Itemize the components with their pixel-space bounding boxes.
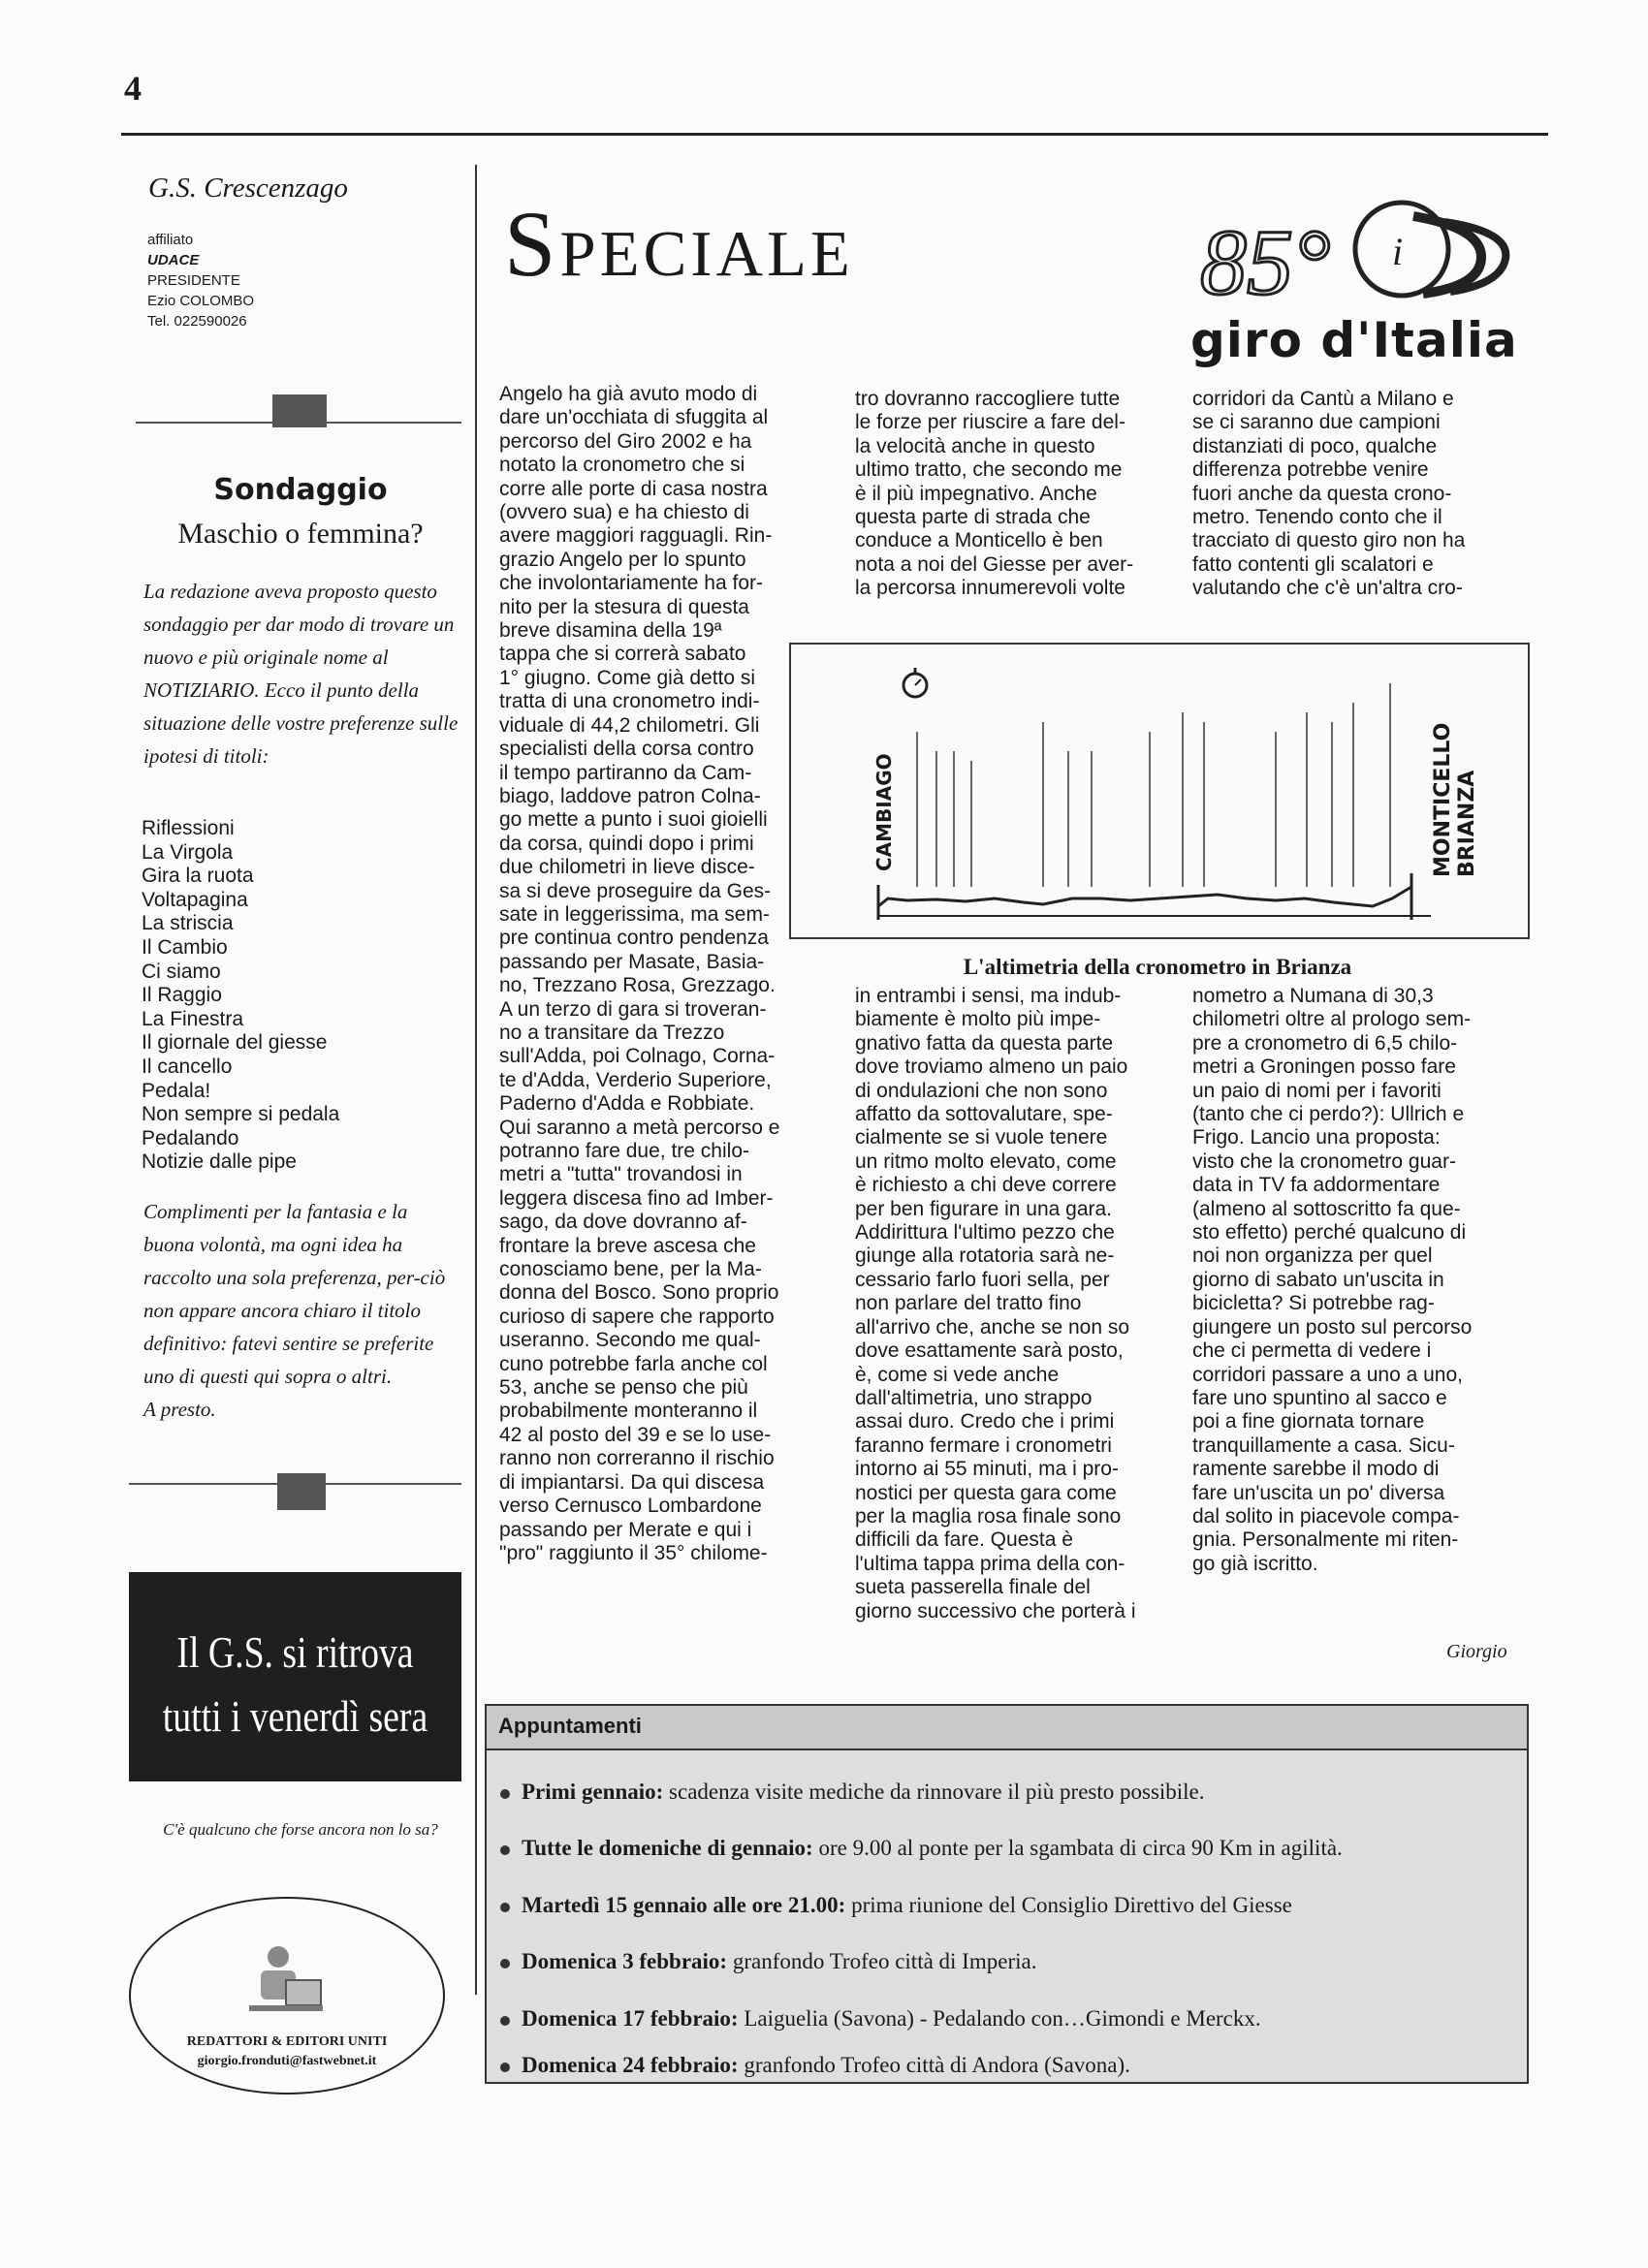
- article-line: un ritmo molto elevato, come: [855, 1150, 1117, 1173]
- article-line: in entrambi i sensi, ma indub-: [855, 985, 1122, 1007]
- article-line: è, come si vede anche: [855, 1363, 1060, 1386]
- profile-caption: L'altimetria della cronometro in Brianza: [963, 955, 1352, 979]
- publisher-name: REDATTORI & EDITORI UNITI: [186, 2034, 388, 2049]
- article-line: go mette a punto i suoi gioielli: [499, 808, 768, 832]
- article-line: corre alle porte di casa nostra: [499, 477, 768, 500]
- article-column-3-bottom: [1192, 985, 1472, 1576]
- article-line: gnativo fatta da questa parte: [855, 1031, 1114, 1055]
- survey-option: Non sempre si pedala: [142, 1103, 340, 1126]
- altimetry-profile: [789, 643, 1530, 939]
- article-line: fare uno spuntino al sacco e: [1192, 1386, 1447, 1409]
- appointment-when: Domenica 17 febbraio:: [522, 2006, 739, 2031]
- survey-intro: La redazione aveva proposto questo sondaggio per dar modo di trovare un nuovo e più originale nome al NOTIZIARIO. Ecco il punto della situazione delle vostre preferenze sulle ipotesi di titoli:: [143, 580, 459, 768]
- article-line: no a transitare da Trezzo: [499, 1021, 725, 1044]
- giro-name: giro d'Italia: [1190, 312, 1518, 368]
- appointment-when: Domenica 24 febbraio:: [522, 2053, 739, 2077]
- bullet-icon: [500, 1903, 510, 1912]
- separator-block: [272, 394, 327, 427]
- article-line: da corsa, quindi dopo i primi: [499, 832, 754, 855]
- article-line: bicicletta? Si potrebbe rag-: [1192, 1292, 1435, 1315]
- appointments-header: [487, 1706, 1527, 1750]
- article-line: avere maggiori ragguagli. Rin-: [499, 524, 773, 548]
- article-column-2-top: [855, 388, 1133, 601]
- article-line: tro dovranno raccogliere tutte: [855, 388, 1121, 410]
- article-line: corridori da Cantù a Milano e: [1192, 388, 1454, 410]
- article-line: A un terzo di gara si troveran-: [499, 997, 767, 1021]
- article-line: è richiesto a chi deve correre: [855, 1174, 1117, 1197]
- article-line: useranno. Secondo me qual-: [499, 1329, 761, 1352]
- article-line: che ci permetta di vedere i: [1192, 1339, 1432, 1363]
- article-line: biago, laddove patron Colna-: [499, 784, 761, 807]
- article-line: noi non organizza per quel: [1192, 1244, 1433, 1268]
- bullet-icon: [500, 2016, 510, 2026]
- article-line: 53, anche se penso che più: [499, 1376, 748, 1400]
- top-rule: [121, 133, 1548, 136]
- appointment-when: Tutte le domeniche di gennaio:: [522, 1836, 813, 1860]
- article-line: distanziati di poco, qualche: [1192, 434, 1438, 457]
- article-line: fare un'uscita un po' diversa: [1192, 1481, 1445, 1504]
- publisher-email[interactable]: giorgio.fronduti@fastwebnet.it: [197, 2054, 377, 2068]
- article-line: assai duro. Credo che i primi: [855, 1410, 1115, 1433]
- article-line: sto effetto) perché qualcuno di: [1192, 1221, 1467, 1244]
- survey-title: Sondaggio: [213, 473, 388, 507]
- article-line: verso Cernusco Lombardone: [499, 1495, 762, 1518]
- survey-option: Voltapagina: [142, 888, 248, 911]
- article-line: Frigo. Lancio una proposta:: [1192, 1126, 1441, 1150]
- survey-options: [142, 817, 339, 1175]
- article-column-1: [499, 383, 780, 1565]
- promo-line1: Il G.S. si ritrova: [176, 1627, 414, 1677]
- article-line: differenza potrebbe venire: [1192, 458, 1429, 482]
- survey-option: La striscia: [142, 912, 234, 935]
- article-line: "pro" raggiunto il 35° chilome-: [499, 1541, 768, 1564]
- article-line: conosciamo bene, per la Ma-: [499, 1258, 762, 1281]
- article-line: un paio di nomi per i favoriti: [1192, 1079, 1442, 1102]
- article-line: questa parte di strada che: [855, 506, 1091, 529]
- article-line: ranno non correranno il rischio: [499, 1447, 775, 1470]
- club-info: [147, 230, 254, 331]
- article-line: metri a "tutta" trovandosi in: [499, 1163, 743, 1186]
- article-line: dove esattamente sarà posto,: [855, 1339, 1124, 1363]
- article-line: metro. Tenendo conto che il: [1192, 506, 1442, 529]
- article-line: sate in leggerissima, ma sem-: [499, 902, 770, 926]
- article-line: che involontariamente ha for-: [499, 572, 763, 595]
- profile-finish-label: MONTICELLO BRIANZA: [1431, 722, 1479, 877]
- article-line: (ovvero sua) e ha chiesto di: [499, 501, 749, 524]
- club-phone: Tel. 022590026: [147, 313, 247, 330]
- article-line: difficili da fare. Questa è: [855, 1528, 1073, 1552]
- club-affiliation-label: affiliato: [147, 232, 194, 248]
- article-column-2-bottom: [855, 985, 1135, 1623]
- appointment-what: granfondo Trofeo città di Imperia.: [727, 1949, 1037, 1973]
- survey-option: Ci siamo: [142, 960, 221, 983]
- article-line: sa si deve proseguire da Ges-: [499, 879, 772, 902]
- article-line: specialisti della corsa contro: [499, 738, 754, 761]
- article-line: il tempo partiranno da Cam-: [499, 761, 752, 784]
- appointment-item: [500, 2006, 1261, 2032]
- article-line: l'ultima tappa prima della con-: [855, 1552, 1125, 1575]
- article-line: 1° giugno. Come già detto si: [499, 666, 756, 689]
- article-line: Qui saranno a metà percorso e: [499, 1116, 780, 1139]
- article-line: tranquillamente a casa. Sicu-: [1192, 1433, 1455, 1457]
- article-line: faranno fermare i cronometri: [855, 1433, 1112, 1457]
- survey-option: Pedalando: [142, 1126, 239, 1150]
- profile-start-label: CAMBIAGO: [872, 753, 896, 871]
- survey-subtitle: Maschio o femmina?: [177, 518, 424, 550]
- article-line: la percorsa innumerevoli volte: [855, 577, 1125, 600]
- article-line: la velocità anche in questo: [855, 434, 1095, 457]
- article-line: dove troviamo almeno un paio: [855, 1055, 1128, 1079]
- survey-option: Il cancello: [142, 1055, 233, 1078]
- club-president-name: Ezio COLOMBO: [147, 293, 255, 309]
- article-line: per ben figurare in una gara.: [855, 1197, 1113, 1220]
- survey-compliments: [143, 1195, 463, 1426]
- article-line: te d'Adda, Verderio Superiore,: [499, 1068, 772, 1091]
- article-line: ultimo tratto, che secondo me: [855, 458, 1123, 482]
- svg-text:i: i: [1392, 230, 1404, 273]
- article-line: è il più impegnativo. Anche: [855, 482, 1097, 505]
- promo-line2: tutti i venerdì sera: [162, 1691, 428, 1741]
- article-line: (tanto che ci perdo?): Ullrich e: [1192, 1103, 1465, 1126]
- survey-option: Il giornale del giesse: [142, 1031, 328, 1055]
- article-line: di impiantarsi. Da qui discesa: [499, 1470, 765, 1494]
- appointment-what: granfondo Trofeo città di Andora (Savona).: [738, 2053, 1130, 2077]
- article-line: fatto contenti gli scalatori e: [1192, 552, 1434, 576]
- survey-option: Il Raggio: [142, 984, 222, 1007]
- article-line: giorno successivo che porterà i: [855, 1599, 1136, 1622]
- appointment-item: [500, 1836, 1343, 1861]
- appointment-when: Domenica 3 febbraio:: [522, 1949, 728, 1973]
- article-line: viduale di 44,2 chilometri. Gli: [499, 713, 760, 737]
- appointment-when: Martedì 15 gennaio alle ore 21.00:: [522, 1893, 846, 1917]
- appointment-item: [500, 1949, 1036, 1974]
- article-line: no, Trezzano Rosa, Grezzago.: [499, 974, 776, 997]
- bullet-icon: [500, 1959, 510, 1969]
- article-line: probabilmente monteranno il: [499, 1400, 758, 1423]
- article-line: biamente è molto più impe-: [855, 1008, 1101, 1031]
- article-line: notato la cronometro che si: [499, 454, 745, 477]
- club-president-label: PRESIDENTE: [147, 272, 240, 289]
- article-signature: Giorgio: [1446, 1641, 1507, 1662]
- article-line: non parlare del tratto fino: [855, 1292, 1082, 1315]
- article-line: all'arrivo che, anche se non so: [855, 1315, 1130, 1339]
- article-line: nito per la stesura di questa: [499, 595, 749, 618]
- section-title: Speciale: [504, 192, 854, 296]
- article-line: sueta passerella finale del: [855, 1576, 1091, 1599]
- appointment-what: ore 9.00 al ponte per la sgambata di circa 90 Km in agilità.: [812, 1836, 1343, 1860]
- article-line: cessario farlo fuori sella, per: [855, 1268, 1110, 1291]
- separator-block: [277, 1473, 326, 1510]
- article-line: chilometri oltre al prologo sem-: [1192, 1008, 1472, 1031]
- promo-question: C'è qualcuno che forse ancora non lo sa?: [163, 1820, 438, 1839]
- bullet-icon: [500, 1789, 510, 1799]
- article-line: potranno fare due, tre chilo-: [499, 1140, 749, 1162]
- article-line: sago, da dove dovranno af-: [499, 1211, 747, 1234]
- survey-option: Pedala!: [142, 1079, 211, 1102]
- article-line: donna del Bosco. Sono proprio: [499, 1281, 779, 1305]
- club-name: G.S. Crescenzago: [148, 173, 348, 204]
- article-line: (almeno al sottoscritto fa que-: [1192, 1197, 1461, 1220]
- article-line: dare un'occhiata di sfuggita al: [499, 406, 769, 429]
- article-line: pre continua contro pendenza: [499, 927, 769, 950]
- article-line: cialmente se si vuole tenere: [855, 1126, 1108, 1150]
- page-number: 4: [124, 69, 142, 108]
- appointments-title: Appuntamenti: [498, 1714, 642, 1738]
- article-line: Angelo ha già avuto modo di: [499, 383, 758, 405]
- appointment-when: Primi gennaio:: [522, 1780, 664, 1804]
- article-line: due chilometri in lieve disce-: [499, 856, 755, 879]
- survey-option: Riflessioni: [142, 817, 235, 839]
- article-line: curioso di sapere che rapporto: [499, 1305, 775, 1328]
- article-line: giorno di sabato un'uscita in: [1192, 1268, 1444, 1291]
- appointment-what: prima riunione del Consiglio Direttivo del Giesse: [845, 1893, 1292, 1917]
- appointment-item: [500, 2053, 1130, 2078]
- article-line: grazio Angelo per lo spunto: [499, 548, 746, 571]
- survey-option: La Finestra: [142, 1007, 244, 1030]
- article-line: visto che la cronometro guar-: [1192, 1150, 1456, 1173]
- article-line: pre a cronometro di 6,5 chilo-: [1192, 1031, 1458, 1055]
- article-line: cuno potrebbe farla anche col: [499, 1352, 768, 1375]
- club-federation: UDACE: [147, 252, 200, 268]
- bullet-icon: [500, 2063, 510, 2072]
- survey-closing: A presto.: [143, 1398, 216, 1421]
- article-line: tappa che si correrà sabato: [499, 643, 746, 666]
- survey-option: Gira la ruota: [142, 865, 254, 888]
- appointment-item: [500, 1780, 1205, 1805]
- computer-user-icon: [239, 1943, 327, 2021]
- appointment-what: scadenza visite mediche da rinnovare il più presto possibile.: [663, 1780, 1205, 1804]
- appointment-what: Laiguelia (Savona) - Pedalando con…Gimondi e Merckx.: [738, 2006, 1261, 2031]
- article-line: nostici per questa gara come: [855, 1481, 1117, 1504]
- article-line: Paderno d'Adda e Robbiate.: [499, 1092, 755, 1116]
- column-divider: [475, 165, 477, 1995]
- profile-waypoints: [917, 683, 1390, 887]
- article-line: giunge alla rotatoria sarà ne-: [855, 1244, 1115, 1268]
- article-line: 42 al posto del 39 e se lo use-: [499, 1423, 772, 1446]
- article-line: leggera discesa fino ad Imber-: [499, 1186, 774, 1210]
- article-line: tratta di una cronometro indi-: [499, 690, 760, 713]
- profile-line: [878, 887, 1411, 906]
- article-line: nometro a Numana di 30,3: [1192, 985, 1434, 1007]
- article-line: data in TV fa addormentare: [1192, 1174, 1441, 1197]
- survey-compliments-text: Complimenti per la fantasia e la buona volontà, ma ogni idea ha raccolto una sola preferenza, per-ciò non appare ancora chiaro il titolo definitivo: fatevi sentire se preferite uno di questi qui sopra o altri.: [143, 1200, 446, 1388]
- appointment-item: [500, 1893, 1292, 1918]
- article-line: per la maglia rosa finale sono: [855, 1504, 1122, 1528]
- article-line: sull'Adda, poi Colnago, Corna-: [499, 1045, 776, 1068]
- promo-box: [129, 1572, 461, 1781]
- article-line: valutando che c'è un'altra cro-: [1192, 577, 1463, 600]
- article-line: metri a Groningen posso fare: [1192, 1055, 1456, 1079]
- article-line: intorno ai 55 minuti, ma i pro-: [855, 1458, 1119, 1481]
- article-column-3-top: [1192, 388, 1465, 601]
- article-line: giungere un posto sul percorso: [1192, 1315, 1473, 1339]
- article-line: conduce a Monticello è ben: [855, 529, 1103, 552]
- article-line: breve disamina della 19ª: [499, 619, 722, 643]
- article-line: ramente sarebbe il modo di: [1192, 1458, 1440, 1481]
- article-line: go già iscritto.: [1192, 1552, 1318, 1575]
- survey-option: Notizie dalle pipe: [142, 1150, 297, 1174]
- article-line: gnia. Personalmente mi riten-: [1192, 1528, 1459, 1552]
- article-line: fuori anche da questa crono-: [1192, 482, 1452, 505]
- appointments-box: [485, 1704, 1529, 2084]
- giro-logo: [1190, 189, 1520, 315]
- survey-option: La Virgola: [142, 840, 234, 864]
- article-line: corridori passare a uno a uno,: [1192, 1363, 1463, 1386]
- article-line: se ci saranno due campioni: [1192, 411, 1441, 434]
- article-line: di ondulazioni che non sono: [855, 1079, 1108, 1102]
- giro-number: 85°: [1200, 210, 1331, 314]
- article-line: passando per Masate, Basia-: [499, 950, 765, 973]
- article-line: dall'altimetria, uno strappo: [855, 1386, 1093, 1409]
- article-line: nota a noi del Giesse per aver-: [855, 552, 1134, 576]
- bullet-icon: [500, 1845, 510, 1855]
- article-line: dal solito in piacevole compa-: [1192, 1504, 1460, 1528]
- article-line: tracciato di questo giro non ha: [1192, 529, 1466, 552]
- article-line: percorso del Giro 2002 e ha: [499, 429, 752, 453]
- article-line: le forze per riuscire a fare del-: [855, 411, 1125, 434]
- article-line: frontare la breve ascesa che: [499, 1234, 756, 1257]
- article-line: poi a fine giornata tornare: [1192, 1410, 1425, 1433]
- survey-option: Il Cambio: [142, 935, 228, 959]
- article-line: affatto da sottovalutare, spe-: [855, 1103, 1113, 1126]
- altimetry-chart: [791, 645, 1528, 937]
- article-line: passando per Merate e qui i: [499, 1518, 752, 1541]
- article-line: Addirittura l'ultimo pezzo che: [855, 1221, 1115, 1244]
